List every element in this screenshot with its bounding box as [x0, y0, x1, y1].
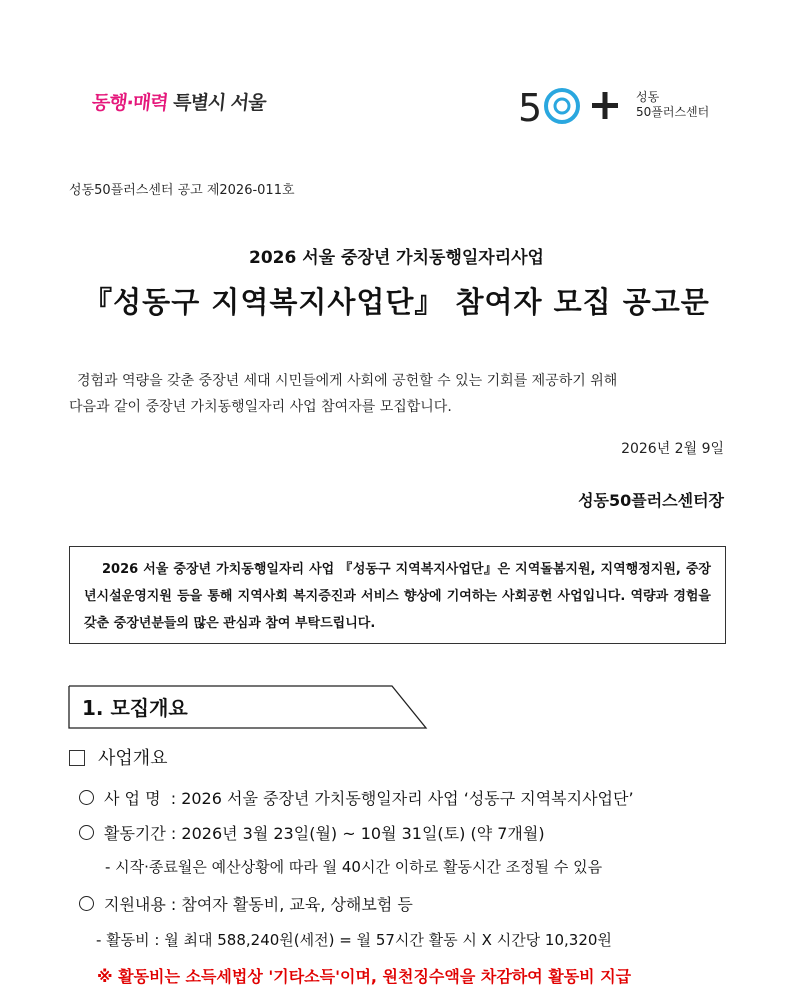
center-logo-line1: 성동: [636, 90, 660, 104]
row-label: 지원내용: [104, 895, 166, 914]
seoul-logo-name: 특별시 서울: [166, 92, 267, 114]
center-logo-text: [636, 90, 709, 120]
summary-text: 2026 서울 중장년 가치동행일자리 사업 『성동구 지역복지사업단』은 지역돌봄지원, 지역행정지원, 중장년시설운영지원 등을 통해 지역사회 복지증진과 서비스 향상에 기여하는 사회공헌 사업입니다. 역량과 경험을 갖춘 중장년분들의 많은 관심과 참여 부탁드립니다.: [84, 562, 711, 631]
signer: 성동50플러스센터장: [578, 491, 724, 510]
intro-line-2: 다음과 같이 중장년 가치동행일자리 사업 참여자를 모집합니다.: [69, 399, 452, 415]
circle-bullet-icon: [79, 790, 94, 805]
summary-box: [69, 546, 726, 644]
schedule-note: - 시작·종료월은 예산상황에 따라 월 40시간 이하로 활동시간 조정될 수 있음: [105, 858, 603, 876]
section-heading: 1. 모집개요: [82, 696, 188, 720]
circle-bullet-icon: [79, 825, 94, 840]
row-label: 활동기간: [104, 824, 166, 843]
row-value: : 2026년 3월 23일(월) ~ 10월 31일(토) (약 7개월): [170, 824, 545, 843]
notice-date: 2026년 2월 9일: [621, 441, 724, 457]
seoul-logo-slogan: 동행·매력: [90, 92, 169, 114]
checkbox-label: 사업개요: [98, 748, 168, 769]
row-value: : 2026 서울 중장년 가치동행일자리 사업 ‘성동구 지역복지사업단’: [170, 789, 634, 808]
intro-paragraph: [69, 368, 729, 420]
checkbox-icon: [69, 750, 85, 766]
list-item: [79, 892, 413, 915]
list-item: [79, 786, 634, 809]
pay-note: - 활동비 : 월 최대 588,240원(세전) = 월 57시간 활동 시 X 시간당 10,320원: [96, 931, 612, 949]
seoul-city-logo: [91, 88, 267, 115]
row-value: : 참여자 활동비, 교육, 상해보험 등: [170, 895, 413, 914]
circle-bullet-icon: [79, 896, 94, 911]
center-logo-line2: 50플러스센터: [636, 105, 710, 119]
list-item: [79, 821, 545, 844]
svg-text:5: 5: [518, 86, 543, 128]
row-label: 사 업 명: [104, 789, 161, 808]
intro-line-1: 경험과 역량을 갖춘 중장년 세대 시민들에게 사회에 공헌할 수 있는 기회를 제공하기 위해: [77, 373, 618, 389]
notice-number: 성동50플러스센터 공고 제2026-011호: [69, 183, 295, 198]
document-title: 『성동구 지역복지사업단』 참여자 모집 공고문: [83, 285, 710, 319]
document-subtitle: 2026 서울 중장년 가치동행일자리사업: [249, 248, 544, 268]
tax-warning: ※ 활동비는 소득세법상 '기타소득'이며, 원천징수액을 차감하여 활동비 지급: [97, 967, 632, 986]
